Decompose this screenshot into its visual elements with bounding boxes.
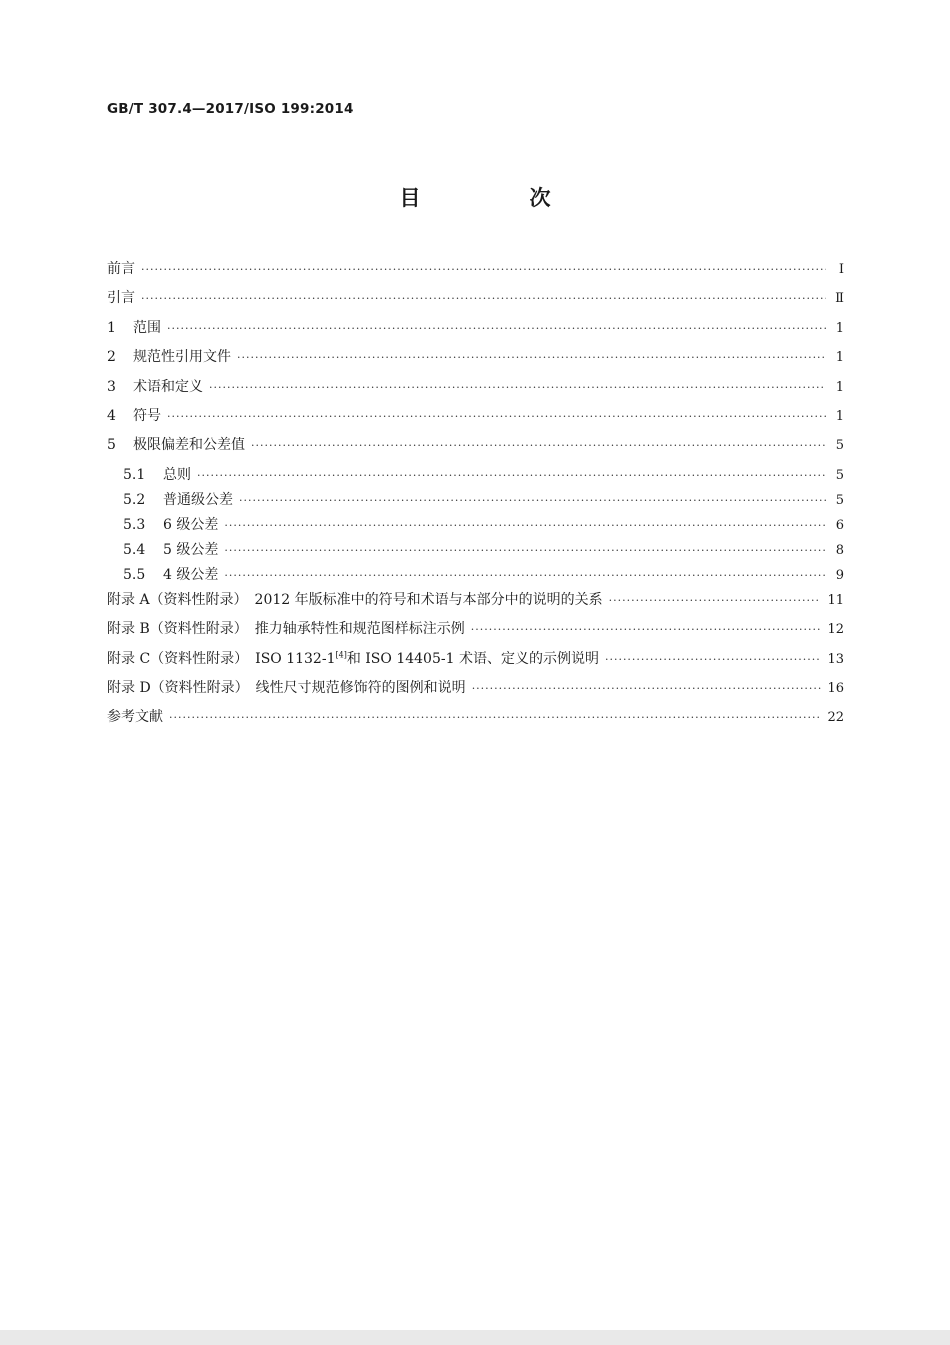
leader-dots [197, 469, 826, 482]
toc-entry-label: 参考文献 [107, 709, 163, 726]
toc-entry-scope[interactable] [107, 317, 844, 346]
leader-dots [224, 519, 826, 532]
toc-entry-label: 附录 D（资料性附录） 线性尺寸规范修饰符的图例和说明 [107, 679, 466, 696]
toc-entry-bibliography[interactable] [107, 706, 844, 735]
toc-entry-label-tail: 和 ISO 14405-1 术语、定义的示例说明 [346, 650, 599, 667]
toc-entry-page: 11 [827, 592, 844, 608]
toc-entry-number: 1 [107, 319, 116, 336]
toc-entry-page: 1 [835, 350, 844, 366]
toc-entry-annex-a[interactable] [107, 589, 844, 618]
toc-entry-label: 前言 [107, 261, 135, 277]
toc-entry-page: 12 [827, 622, 844, 638]
leader-dots [141, 292, 826, 305]
page-bottom-edge [0, 1330, 950, 1345]
leader-dots [224, 544, 826, 557]
leader-dots [141, 263, 826, 276]
toc-entry-label-head: 附录 C（资料性附录） ISO 1132-1 [107, 650, 336, 667]
toc-entry-page: Ⅰ [838, 262, 844, 277]
leader-dots [239, 494, 826, 507]
toc-entry-label: 总则 [163, 466, 191, 483]
leader-dots [251, 439, 826, 452]
leader-dots [609, 594, 822, 607]
toc-entry-label: 附录 B（资料性附录） 推力轴承特性和规范图样标注示例 [107, 621, 465, 638]
toc-entry-page: 22 [827, 710, 844, 726]
toc-entry-page: 16 [827, 680, 844, 696]
toc-entry-page: 1 [835, 379, 844, 395]
leader-dots [169, 711, 821, 724]
toc-entry-number: 5.5 [123, 566, 146, 583]
standard-code: GB/T 307.4—2017/ISO 199:2014 [107, 101, 354, 117]
toc-entry-number: 5.1 [123, 466, 146, 483]
leader-dots [224, 569, 826, 582]
leader-dots [209, 381, 826, 394]
leader-dots [472, 682, 822, 695]
toc-entry-page: 13 [827, 651, 844, 667]
toc-entry-page: 8 [835, 542, 844, 558]
toc-entry-number: 4 [107, 407, 116, 424]
page-title: 目 次 [399, 186, 595, 210]
toc-entry-label: 4 级公差 [163, 566, 219, 583]
toc-entry-number: 3 [107, 378, 116, 395]
toc-entry-foreword[interactable] [107, 258, 844, 287]
toc-entry-5-3[interactable] [107, 514, 844, 539]
toc-entry-page: 5 [835, 492, 844, 508]
toc-entry-5-1[interactable] [107, 464, 844, 489]
toc-entry-label: 符号 [133, 407, 161, 424]
toc-entry-5-4[interactable] [107, 539, 844, 564]
toc-entry-terms[interactable] [107, 376, 844, 405]
toc-entry-label: 范围 [133, 319, 161, 336]
toc-entry-page: 5 [835, 438, 844, 454]
toc-entry-5-5[interactable] [107, 564, 844, 589]
leader-dots [167, 322, 826, 335]
toc-entry-number: 2 [107, 349, 116, 366]
toc-entry-label: 规范性引用文件 [133, 349, 231, 366]
toc-entry-symbols[interactable] [107, 405, 844, 434]
toc-entry-number: 5.4 [123, 541, 146, 558]
leader-dots [605, 653, 822, 666]
toc-entry-annex-d[interactable] [107, 677, 844, 706]
toc-entry-label: 引言 [107, 290, 135, 307]
leader-dots [471, 623, 822, 636]
toc-entry-number: 5.2 [123, 491, 146, 508]
toc-entry-label: 5 级公差 [163, 541, 219, 558]
toc-entry-number: 5 [107, 437, 116, 454]
toc-entry-page: 6 [835, 517, 844, 533]
toc-entry-label: 6 级公差 [163, 516, 219, 533]
toc-entry-page: 1 [835, 320, 844, 336]
leader-dots [237, 351, 826, 364]
toc-entry-page: 9 [835, 567, 844, 583]
toc-entry-annex-b[interactable] [107, 618, 844, 647]
toc-entry-limit-deviations[interactable] [107, 434, 844, 463]
toc-entry-introduction[interactable] [107, 287, 844, 316]
toc-entry-page: 1 [835, 408, 844, 424]
toc-entry-5-2[interactable] [107, 489, 844, 514]
toc-entry-annex-c[interactable] [107, 648, 844, 677]
toc-entry-page: Ⅱ [835, 291, 844, 307]
toc-entry-label: 极限偏差和公差值 [133, 437, 245, 454]
citation-reference: [4] [335, 649, 347, 659]
toc-entry-normative-references[interactable] [107, 346, 844, 375]
toc-entry-number: 5.3 [123, 516, 146, 533]
table-of-contents [107, 258, 844, 736]
leader-dots [167, 410, 826, 423]
toc-entry-label [107, 648, 599, 668]
toc-entry-label: 附录 A（资料性附录） 2012 年版标准中的符号和术语与本部分中的说明的关系 [107, 591, 603, 608]
toc-entry-label: 术语和定义 [133, 378, 203, 395]
toc-entry-page: 5 [835, 467, 844, 483]
toc-entry-label: 普通级公差 [163, 491, 233, 508]
